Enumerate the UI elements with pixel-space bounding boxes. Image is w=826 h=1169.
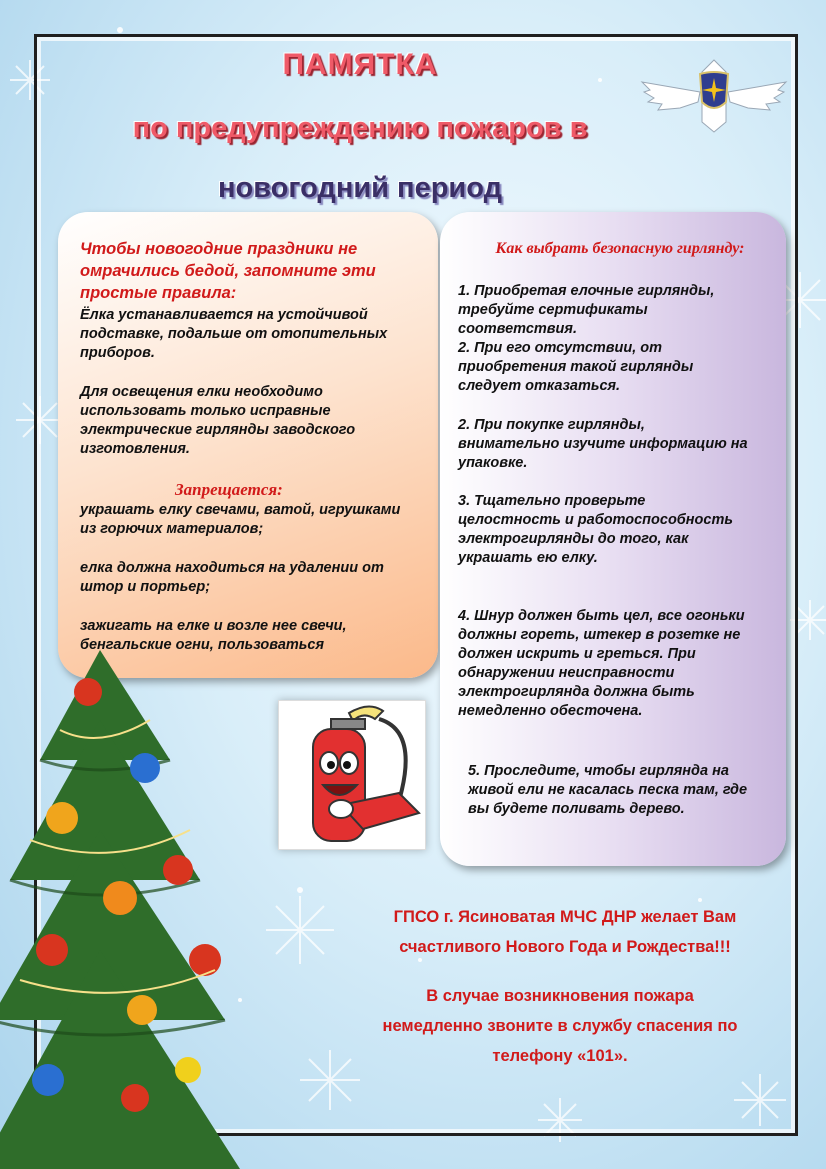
greeting-text: ГПСО г. Ясиноватая МЧС ДНР желает Вам счастливого Нового Года и Рождества!!! bbox=[393, 908, 737, 956]
garland-item-4: 4. Шнур должен быть цел, все огоньки должны гореть, штекер в розетке не должен искрить и греться. При обнаружении неисправности электрогирлянда должна быть немедленно обесточена. bbox=[458, 608, 745, 719]
rule-tree-stand: Ёлка устанавливается на устойчивой подставке, подальше от отопительных приборов. bbox=[80, 307, 388, 361]
rules-heading: Чтобы новогодние праздники не омрачились бедой, запомните эти простые правила: bbox=[80, 240, 376, 302]
mchs-emblem-icon bbox=[640, 52, 788, 138]
garland-item-1b: 2. При его отсутствии, от приобретения такой гирлянды следует отказаться. bbox=[458, 340, 694, 394]
fire-extinguisher-image bbox=[278, 700, 426, 850]
garland-heading: Как выбрать безопасную гирлянду: bbox=[495, 240, 745, 257]
christmas-tree-icon bbox=[0, 650, 240, 1169]
page-subtitle-line1: по предупреждению пожаров в bbox=[132, 112, 588, 144]
garland-item-3: 3. Тщательно проверьте целостность и работоспособность электрогирлянды до того, как украшать ею елку. bbox=[458, 493, 733, 566]
forbidden-heading: Запрещается: bbox=[175, 480, 283, 499]
garland-item-5: 5. Проследите, чтобы гирлянда на живой ели не касалась песка там, где вы будете поливать дерево. bbox=[468, 763, 748, 817]
garland-item-1: 1. Приобретая елочные гирлянды, требуйте сертификаты соответствия. bbox=[458, 283, 715, 337]
page-subtitle-line2: новогодний период bbox=[218, 172, 502, 204]
page-title: ПАМЯТКА bbox=[282, 48, 438, 81]
forbidden-item-3: зажигать на елке и возле нее свечи, бенгальские огни, пользоваться bbox=[80, 618, 347, 653]
rule-garland-lighting: Для освещения елки необходимо использовать только исправные электрические гирлянды заводского изготовления. bbox=[80, 384, 356, 457]
emergency-call-text: В случае возникновения пожара немедленно звоните в службу спасения по телефону «101». bbox=[382, 987, 738, 1065]
forbidden-item-1: украшать елку свечами, ватой, игрушками из горючих материалов; bbox=[80, 502, 401, 537]
forbidden-item-2: елка должна находиться на удалении от штор и портьер; bbox=[80, 560, 384, 595]
fire-extinguisher-mascot-icon bbox=[279, 701, 425, 849]
garland-item-2: 2. При покупке гирлянды, внимательно изучите информацию на упаковке. bbox=[458, 417, 748, 471]
